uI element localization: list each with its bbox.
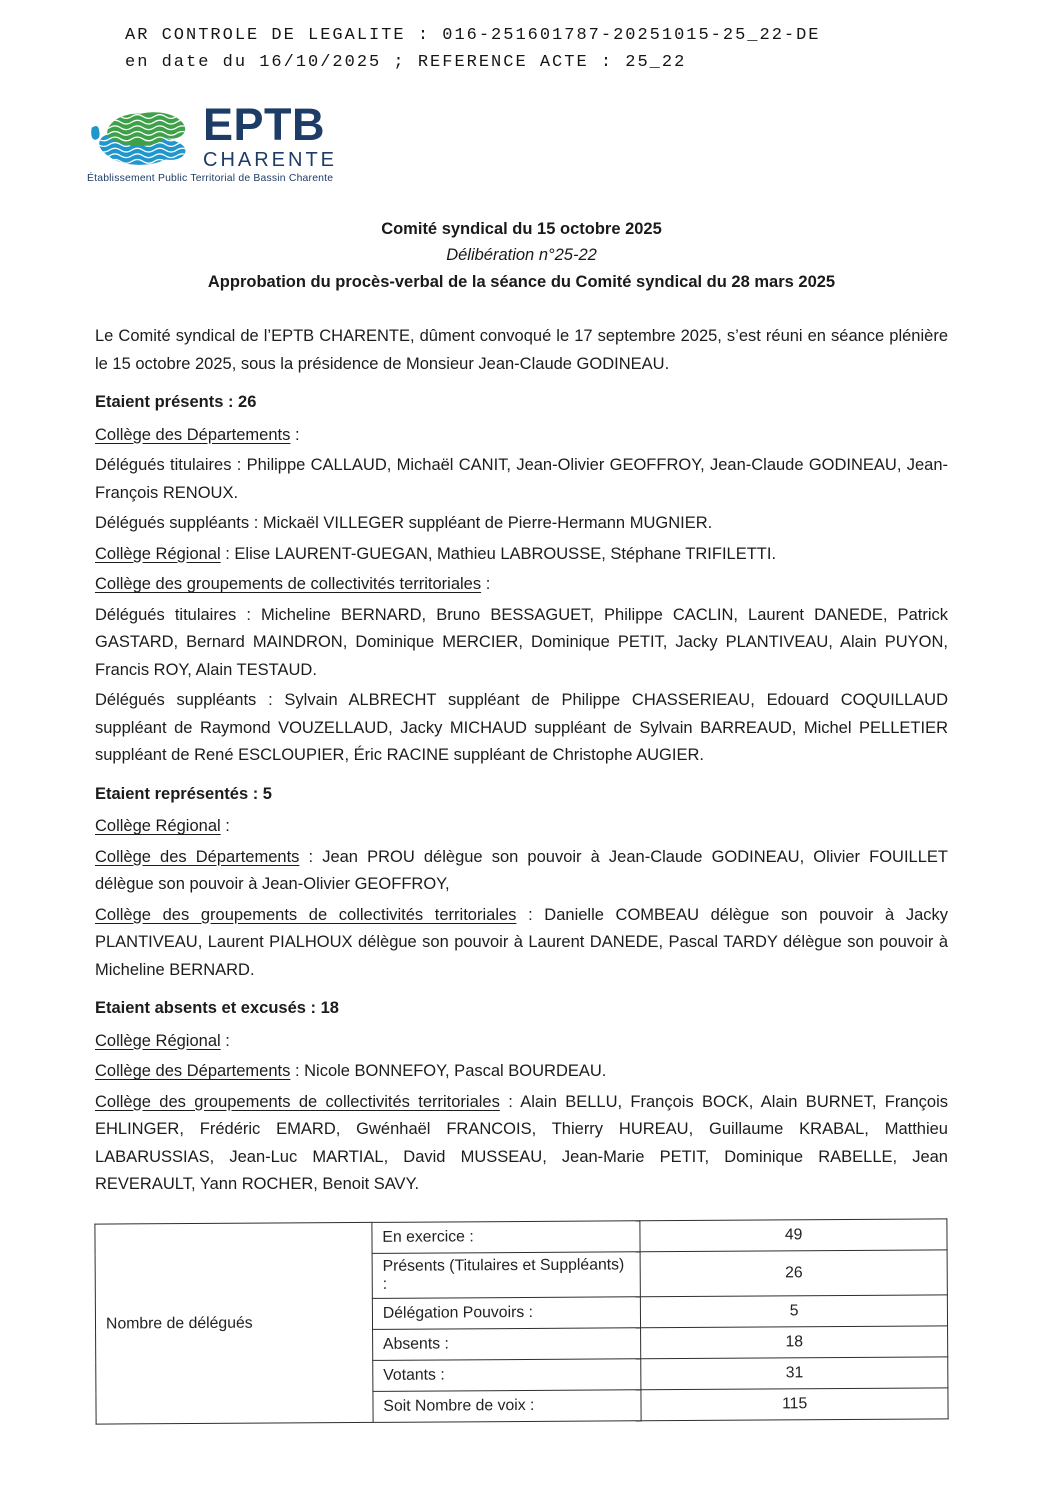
table-cell-label: Votants : — [373, 1358, 642, 1391]
deliberation-subject: Approbation du procès-verbal de la séance du Comité syndical du 28 mars 2025 — [207, 273, 836, 291]
document-body — [95, 323, 948, 1422]
intro-paragraph: Le Comité syndical de l’EPTB CHARENTE, dûment convoqué le 17 septembre 2025, s’est réuni en séance plénière le 15 octobre 2025, sous la présidence de Monsieur Jean-Claude GODINEAU. — [95, 327, 948, 373]
logo-name: CHARENTE — [203, 149, 338, 171]
absent-heading: Etaient absents et excusés : 18 — [95, 999, 339, 1017]
college-regional-label: Collège Régional — [95, 817, 221, 835]
college-regional-rest: : — [220, 1031, 230, 1050]
college-departements-label: Collège des Départements — [95, 847, 300, 866]
present-groupements-titulaires: Délégués titulaires : Micheline BERNARD, Bruno BESSAGUET, Philippe CACLIN, Laurent DANEDE, Patrick GASTARD, Bernard MAINDRON, Dominique MERCIER, Dominique PETIT, Jacky PLANTIVEAU, Alain PUYON, Francis ROY, Alain TESTAUD. — [95, 605, 948, 679]
ar-legality-line2: en date du 16/10/2025 ; REFERENCE ACTE : 25_22 — [125, 53, 687, 72]
title-block — [95, 216, 948, 295]
table-cell-label: Présents (Titulaires et Suppléants) : — [372, 1251, 641, 1298]
delegates-count-table — [94, 1218, 948, 1424]
college-departements-rest: : Jean PROU délègue son pouvoir à Jean-Claude GODINEAU, Olivier FOUILLET délègue son pouvoir à Jean-Olivier GEOFFROY, — [95, 847, 948, 893]
present-college-groupements — [95, 571, 948, 599]
absent-college-regional — [95, 1028, 948, 1056]
logo-acronym: EPTB — [203, 99, 326, 150]
ar-legality-header — [125, 22, 948, 76]
ar-legality-line1: AR CONTROLE DE LEGALITE : 016-251601787-20251015-25_22-DE — [125, 26, 821, 45]
table-cell-value: 49 — [640, 1218, 947, 1251]
represented-college-regional — [95, 813, 948, 841]
present-suppleants: Délégués suppléants : Mickaël VILLEGER suppléant de Pierre-Hermann MUGNIER. — [95, 514, 713, 532]
absent-college-groupements — [95, 1089, 948, 1199]
college-regional-label: Collège Régional — [95, 1031, 221, 1050]
college-departements-rest: : Nicole BONNEFOY, Pascal BOURDEAU. — [290, 1062, 607, 1080]
logo-tagline: Établissement Public Territorial de Bassin Charente — [87, 173, 334, 184]
table-cell-label: En exercice : — [372, 1220, 641, 1253]
table-cell-label: Soit Nombre de voix : — [373, 1389, 642, 1422]
logo-row — [87, 99, 377, 171]
table-cell-label: Absents : — [372, 1327, 641, 1360]
table-row-header: Nombre de délégués — [95, 1222, 373, 1424]
present-groupements-suppleants: Délégués suppléants : Sylvain ALBRECHT suppléant de Philippe CHASSERIEAU, Edouard COQUILLAUD suppléant de Raymond VOUZELLAUD, Jacky MICHAUD suppléant de Sylvain BARREAUD, Michel PELLETIER suppléant de René ESCLOUPIER, Éric RACINE suppléant de Christophe AUGIER. — [95, 691, 948, 764]
present-college-regional — [95, 541, 948, 569]
college-groupements-label: Collège des groupements de collectivités territoriales — [95, 905, 517, 924]
represented-college-departements — [95, 844, 948, 899]
college-groupements-label: Collège des groupements de collectivités territoriales — [95, 1092, 500, 1111]
absent-college-departements — [95, 1058, 948, 1086]
eptb-charente-logo — [87, 99, 377, 184]
table-cell-value: 18 — [641, 1325, 948, 1358]
present-titulaires: Délégués titulaires : Philippe CALLAUD, Michaël CANIT, Jean-Olivier GEOFFROY, Jean-Claude GODINEAU, Jean-François RENOUX. — [95, 456, 948, 502]
college-regional-rest: : Elise LAURENT-GUEGAN, Mathieu LABROUSSE, Stéphane TRIFILETTI. — [220, 544, 777, 563]
college-departements-label: Collège des Départements — [95, 425, 291, 444]
college-departements-label: Collège des Départements — [95, 1062, 291, 1080]
college-departements-rest: : — [290, 425, 300, 444]
basin-map-icon — [87, 106, 199, 170]
college-groupements-rest: : Danielle COMBEAU délègue son pouvoir à Jacky PLANTIVEAU, Laurent PIALHOUX délègue son pouvoir à Laurent DANEDE, Pascal TARDY délègue son pouvoir à Micheline BERNARD. — [95, 905, 949, 979]
college-regional-label: Collège Régional — [95, 544, 221, 563]
table-row — [95, 1218, 947, 1254]
represented-heading: Etaient représentés : 5 — [95, 784, 272, 803]
present-heading: Etaient présents : 26 — [95, 393, 257, 411]
table-cell-label: Délégation Pouvoirs : — [372, 1296, 641, 1329]
college-regional-rest: : — [220, 817, 230, 835]
present-college-departements — [95, 422, 948, 450]
table-cell-value: 5 — [641, 1294, 948, 1327]
meeting-title: Comité syndical du 15 octobre 2025 — [381, 220, 662, 238]
college-groupements-rest: : — [481, 575, 491, 593]
represented-college-groupements — [95, 902, 948, 985]
college-groupements-label: Collège des groupements de collectivités territoriales — [95, 575, 482, 593]
logo-wordmark — [203, 99, 338, 171]
table-cell-value: 115 — [641, 1387, 948, 1420]
deliberation-number: Délibération n°25-22 — [446, 246, 597, 264]
table-cell-value: 26 — [640, 1249, 947, 1296]
college-groupements-rest: : Alain BELLU, François BOCK, Alain BURNET, François EHLINGER, Frédéric EMARD, Gwénhaël FRANCOIS, Thierry HUREAU, Guillaume KRABAL, Matthieu LABARUSSIAS, Jean-Luc MARTIAL, David MUSSEAU, Jean-Marie PETIT, Dominique RABELLE, Jean REVERAULT, Yann ROCHER, Benoit SAVY. — [95, 1092, 949, 1193]
table-cell-value: 31 — [641, 1356, 948, 1389]
